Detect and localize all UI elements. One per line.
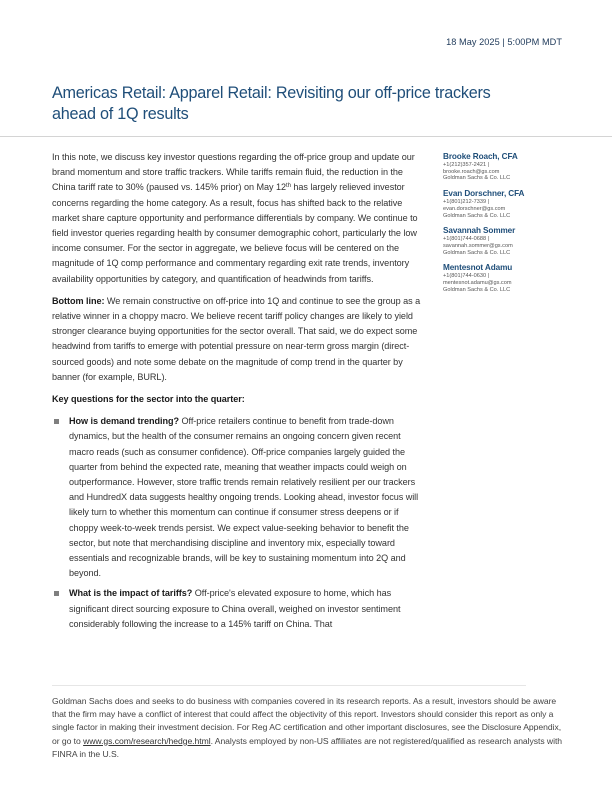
analyst-name: Savannah Sommer xyxy=(443,226,516,236)
analyst-name: Mentesnot Adamu xyxy=(443,263,513,273)
analyst-name: Brooke Roach, CFA xyxy=(443,152,518,161)
intro-text-part2: has largely relieved investor concerns regarding the home category. As a result, focus has shifted back to the relative market share capture opportunity and performance differentials by company. We continue to field investor queries regarding health by consumer demographic cohort, particularly the low income consumer. For the sector in aggregate, we believe focus will be centered on the magnitude of 1Q comp performance and commentary regarding exit rate trends, inventory availability opportunities by category, and quantification of headwinds from tariffs. xyxy=(52,182,418,284)
question-answer: Off-price's elevated exposure to home, which has significant direct sourcing exposure to China overall, weighed on investor sentiment considerably following the increase to a 145% tariff on China. That xyxy=(69,588,401,629)
bottom-line-label: Bottom line: xyxy=(52,295,105,306)
report-dateline: 18 May 2025 | 5:00PM MDT xyxy=(446,37,562,47)
analyst-phone: +1(801)744-0688 | xyxy=(443,236,490,243)
disclosures-link[interactable]: www.gs.com/research/hedge.html xyxy=(83,735,211,746)
disclaimer-text-part2: . Analysts employed by non-US affiliates are not registered/qualified as research analysts with FINRA in the U.S. xyxy=(52,735,563,759)
analyst-phone: +1(212)357-2421 | xyxy=(443,162,490,168)
question-label: What is the impact of tariffs? xyxy=(69,588,193,599)
analyst-firm: Goldman Sachs & Co. LLC xyxy=(443,212,511,219)
analyst-sidebar xyxy=(443,152,583,300)
analyst-email[interactable]: mentesnot.adamu@gs.com xyxy=(443,280,512,287)
disclaimer-text-part1: Goldman Sachs does and seeks to do business with companies covered in its research reports. As a result, investors should be aware that the firm may have a conflict of interest that could affect the objectivity of this report. Investors should consider this report as only a single factor in making their investment decision. For Reg AC certification and other important disclosures, see the Disclosure Appendix, or go to xyxy=(52,696,562,746)
analyst-card xyxy=(443,263,583,293)
analyst-email[interactable]: savannah.sommer@gs.com xyxy=(443,242,513,249)
intro-paragraph xyxy=(52,150,422,287)
analyst-name: Evan Dorschner, CFA xyxy=(443,189,525,199)
bottom-line-paragraph xyxy=(52,294,422,385)
bottom-line-text: We remain constructive on off-price into 1Q and continue to see the group as a relative winner in a choppy macro. We believe recent tariff policy changes are likely to yield stronger clearance buying opportunities for the sector overall. That said, we do expect some headwind from tariffs to emerge with potential pressure on near-term gross margin (direct-sourced goods) and note some debate on the magnitude of comp trend in the quarter by banner (for example, BURL). xyxy=(52,295,421,382)
footer-divider xyxy=(52,685,526,686)
report-body xyxy=(52,150,422,637)
analyst-card xyxy=(443,189,583,219)
question-label: How is demand trending? xyxy=(69,416,180,427)
square-bullet-icon xyxy=(54,419,59,424)
analyst-firm: Goldman Sachs & Co. LLC xyxy=(443,175,511,182)
analyst-email[interactable]: evan.dorschner@gs.com xyxy=(443,205,506,212)
analyst-card xyxy=(443,152,583,182)
intro-superscript: th xyxy=(286,183,291,190)
analyst-firm: Goldman Sachs & Co. LLC xyxy=(443,249,511,256)
report-title: Americas Retail: Apparel Retail: Revisiting our off-price trackers ahead of 1Q results xyxy=(52,84,491,123)
question-answer: Off-price retailers continue to benefit from trade-down dynamics, but the health of the consumer remains an ongoing concern given recent macro reads (such as consumer confidence). Off-price companies largely guided the quarter from behind the expected rate, meaning that weather impacts could weigh on outperformance. However, store traffic trends remain relatively resilient per our trackers and HundredX data suggests healthy ongoing trends. Looking ahead, investor focus will likely turn to whether this momentum can continue if consumer stress deepens or if choppy week-to-week trends persist. We expect value-seeking behavior to benefit the sector, but note that merchandising discipline and inventory mix, especially toward essentials and recognizable brands, will be key to sustaining momentum into 2Q and beyond. xyxy=(69,416,419,579)
key-questions-heading: Key questions for the sector into the quarter: xyxy=(52,394,245,405)
intro-text-part1: In this note, we discuss key investor questions regarding the off-price group and update our brand momentum and store traffic trackers. While tariffs remain fluid, the reduction in the China tariff rate to 30% (paused vs. 145% prior) on May 12 xyxy=(52,152,415,193)
title-divider xyxy=(0,136,612,137)
analyst-firm: Goldman Sachs & Co. LLC xyxy=(443,286,511,293)
key-questions-list xyxy=(52,414,422,632)
square-bullet-icon xyxy=(54,591,59,596)
analyst-email[interactable]: brooke.roach@gs.com xyxy=(443,168,500,175)
analyst-phone: +1(801)744-0630 | xyxy=(443,273,490,280)
analyst-card xyxy=(443,226,583,256)
key-question-item xyxy=(52,586,422,632)
key-question-item xyxy=(52,414,422,581)
analyst-phone: +1(801)212-7339 | xyxy=(443,199,490,206)
disclaimer-paragraph xyxy=(52,695,562,761)
